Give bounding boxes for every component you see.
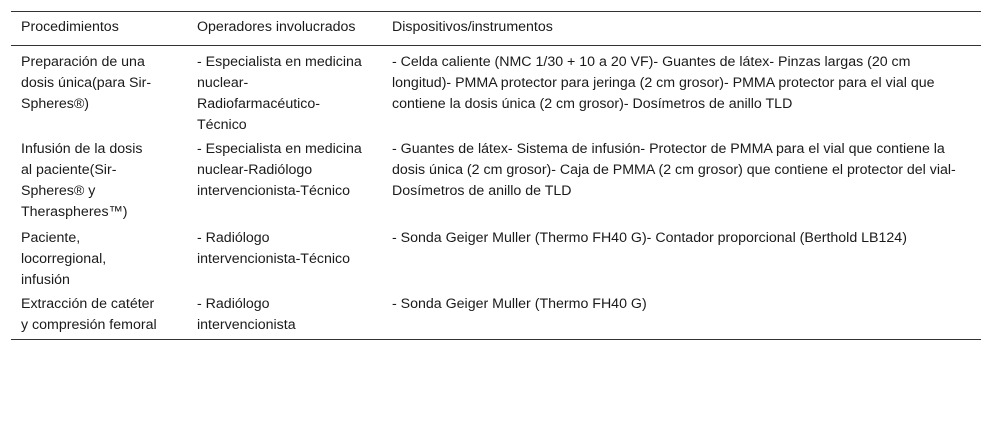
operators-cell: - Radiólogo intervencionista-Técnico	[197, 230, 350, 267]
devices-cell: - Sonda Geiger Muller (Thermo FH40 G)- Contador proporcional (Berthold LB124)	[392, 230, 907, 246]
table-row	[11, 294, 981, 340]
operators-cell: - Especialista en medicina nuclear-Radiofarmacéutico-Técnico	[197, 54, 362, 133]
header-procedures: Procedimientos	[21, 19, 119, 35]
procedures-table	[11, 11, 981, 340]
procedure-cell: Paciente, locorregional, infusión	[21, 230, 107, 288]
devices-cell: - Celda caliente (NMC 1/30 + 10 a 20 VF)- Guantes de látex- Pinzas largas (20 cm longitud)- PMMA protector para jeringa (2 cm grosor)- PMMA protector para el vial que contiene la dosis única (2 cm grosor)- Dosímetros de anillo TLD	[392, 54, 935, 112]
devices-cell: - Sonda Geiger Muller (Thermo FH40 G)	[392, 296, 647, 312]
procedure-cell: Preparación de una dosis única(para Sir-Spheres®)	[21, 54, 152, 112]
table-row	[11, 139, 981, 226]
operators-cell: - Especialista en medicina nuclear-Radiólogo intervencionista-Técnico	[197, 141, 362, 199]
operators-cell: - Radiólogo intervencionista	[197, 296, 296, 333]
procedure-cell: Infusión de la dosis al paciente(Sir-Spheres® y Theraspheres™)	[21, 141, 143, 220]
table-header	[11, 12, 981, 46]
header-operators: Operadores involucrados	[197, 19, 356, 35]
procedure-cell: Extracción de catéter y compresión femoral	[21, 296, 157, 333]
table-body	[11, 46, 981, 340]
header-devices: Dispositivos/instrumentos	[392, 19, 553, 35]
devices-cell: - Guantes de látex- Sistema de infusión- Protector de PMMA para el vial que contiene la dosis única (2 cm grosor)- Caja de PMMA (2 cm grosor) que contiene el protector del vial- Dosímetros de anillo de TLD	[392, 141, 956, 199]
table-row	[11, 46, 981, 140]
procedures-table-container	[11, 11, 981, 340]
header-row	[11, 12, 981, 46]
table-row	[11, 226, 981, 294]
